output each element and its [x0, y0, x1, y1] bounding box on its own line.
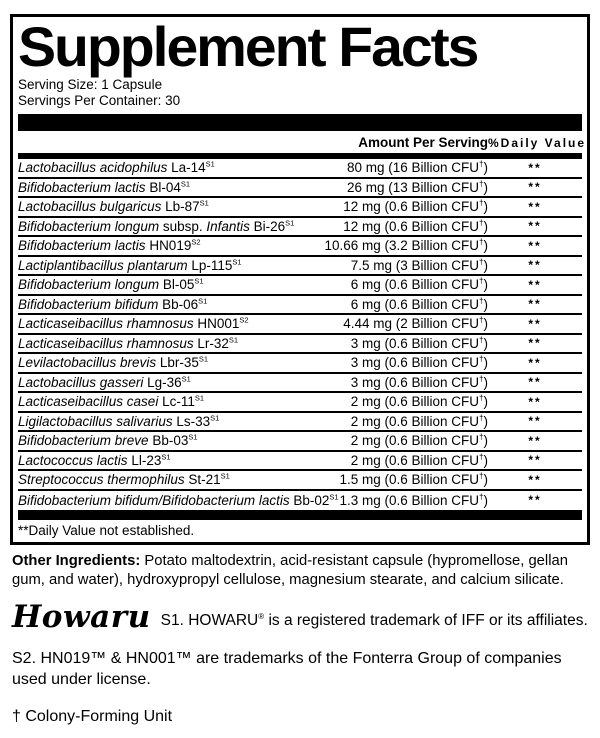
s1-trademark-row [12, 598, 588, 635]
ingredient-name: Streptococcus thermophilus $St-21^{S1}$ [18, 472, 230, 488]
ingredient-daily-value: ** [528, 336, 542, 351]
ingredient-rows [18, 159, 582, 510]
ingredient-name: Bifidobacterium bifidum $Bb-06^{S1}$ [18, 296, 208, 312]
ingredient-amount: 2 mg (0.6 Billion CFU†) [350, 452, 488, 468]
ingredient-amount: 6 mg (0.6 Billion CFU†) [350, 296, 488, 312]
table-row [18, 335, 582, 355]
ingredient-daily-value: ** [528, 394, 542, 409]
ingredient-amount: 3 mg (0.6 Billion CFU†) [350, 354, 488, 371]
table-row [18, 354, 582, 374]
ingredient-name: Bifidobacterium longum subsp. Infantis $Bi-26^{S1}$ [18, 218, 295, 234]
table-row [18, 315, 582, 335]
daily-value-footnote: **Daily Value not established. [18, 523, 195, 539]
ingredient-amount: 4.44 mg (2 Billion CFU†) [343, 315, 488, 332]
ingredient-daily-value: ** [528, 433, 542, 448]
ingredient-amount: 1.5 mg (0.6 Billion CFU†) [339, 471, 488, 488]
ingredient-daily-value: ** [528, 472, 542, 487]
ingredient-name: Bifidobacterium lactis $Bl-04^{S1}$ [18, 179, 191, 195]
ingredient-name: Bifidobacterium lactis $HN019^{S2}$ [18, 238, 201, 254]
ingredient-daily-value: ** [528, 238, 542, 253]
ingredient-name: Bifidobacterium bifidum/Bifidobacterium lactis $Bb-02^{S1}$ [18, 492, 339, 508]
ingredient-name: Ligilactobacillus salivarius $Ls-33^{S1}$ [18, 413, 220, 429]
ingredient-daily-value: ** [528, 199, 542, 214]
ingredient-daily-value: ** [528, 316, 542, 331]
servings-per-container: Servings Per Container: 30 [18, 93, 181, 109]
ingredient-name: Levilactobacillus brevis Lbr-$35^{S1}$ [18, 355, 209, 371]
cfu-dagger-note: † Colony-Forming Unit [12, 707, 173, 725]
header-daily-value: %Daily Value [488, 136, 587, 151]
table-row [18, 159, 582, 179]
ingredient-name: Lacticaseibacillus rhamnosus $Lr-32^{S1}$ [18, 335, 239, 351]
table-row [18, 471, 582, 491]
table-row [18, 276, 582, 296]
divider-bar-footer [18, 510, 582, 520]
header-amount-per-serving: Amount Per Serving [358, 135, 488, 151]
ingredient-name: Lacticaseibacillus rhamnosus $HN001^{S2}$ [18, 316, 249, 332]
ingredient-name: Lacticaseibacillus casei $Lc-11^{S1}$ [18, 394, 205, 410]
ingredient-amount: 26 mg (13 Billion CFU†) [347, 179, 488, 195]
supplement-facts-title: Supplement Facts [18, 15, 478, 78]
table-row [18, 452, 582, 472]
table-header-row [18, 131, 587, 153]
other-ingredients-text: Potato maltodextrin, acid-resistant capsule (hypromellose, gellan gum, and water), hydroxypropyl cellulose, magnesium stearate, and calcium silicate. [12, 553, 568, 589]
table-row [18, 296, 582, 316]
ingredient-name: Lactobacillus acidophilus $La-14^{S1}$ [18, 160, 215, 176]
ingredient-daily-value: ** [528, 258, 542, 273]
ingredient-daily-value: ** [528, 277, 542, 292]
s2-trademark-note: S2. HN019™ & HN001™ are trademarks of the Fonterra Group of companies used under license. [12, 649, 562, 688]
ingredient-amount: 3 mg (0.6 Billion CFU†) [350, 335, 488, 351]
s1-trademark-note: S1. HOWARU® is a registered trademark of IFF or its affiliates. [160, 611, 588, 629]
ingredient-daily-value: ** [528, 375, 542, 390]
ingredient-daily-value: ** [528, 453, 542, 468]
other-ingredients-label: Other Ingredients: [12, 553, 141, 570]
ingredient-daily-value: ** [528, 297, 542, 312]
ingredient-daily-value: ** [528, 219, 542, 234]
ingredient-daily-value: ** [528, 355, 542, 370]
ingredient-daily-value: ** [528, 493, 542, 508]
table-row [18, 237, 582, 257]
serving-size: Serving Size: 1 Capsule [18, 77, 163, 93]
ingredient-amount: 7.5 mg (3 Billion CFU†) [350, 257, 488, 273]
table-row [18, 198, 582, 218]
ingredient-daily-value: ** [528, 180, 542, 195]
ingredient-amount: 2 mg (0.6 Billion CFU†) [350, 432, 488, 449]
ingredient-daily-value: ** [528, 414, 542, 429]
ingredient-name: Bifidobacterium longum $Bl-05^{S1}$ [18, 277, 204, 293]
howaru-logo: Howaru [12, 598, 151, 635]
divider-bar-thick [18, 114, 582, 131]
ingredient-amount: 12 mg (0.6 Billion CFU†) [343, 198, 488, 215]
ingredient-daily-value: ** [528, 160, 542, 175]
supplement-facts-box [10, 14, 590, 545]
ingredient-amount: 3 mg (0.6 Billion CFU†) [350, 374, 488, 390]
ingredient-amount: 80 mg (16 Billion CFU†) [347, 159, 488, 176]
ingredient-amount: 6 mg (0.6 Billion CFU†) [350, 276, 488, 293]
table-row [18, 257, 582, 277]
ingredient-name: Lactiplantibacillus plantarum $Lp-115^{S1}$ [18, 257, 242, 273]
ingredient-name: Lactobacillus gasseri $Lg-36^{S1}$ [18, 374, 191, 390]
ingredient-amount: 1.3 mg (0.6 Billion CFU†) [339, 492, 488, 508]
ingredient-name: Bifidobacterium breve $Bb-03^{S1}$ [18, 433, 198, 449]
ingredient-name: Lactococcus lactis $Ll-23^{S1}$ [18, 452, 171, 468]
table-row [18, 413, 582, 433]
ingredient-amount: 2 mg (0.6 Billion CFU†) [350, 413, 488, 429]
table-row [18, 432, 582, 452]
table-row [18, 218, 582, 238]
table-row [18, 374, 582, 394]
ingredient-amount: 10.66 mg (3.2 Billion CFU†) [324, 237, 488, 254]
table-row [18, 179, 582, 199]
other-ingredients [12, 552, 584, 590]
ingredient-amount: 2 mg (0.6 Billion CFU†) [350, 393, 488, 410]
table-row [18, 393, 582, 413]
ingredient-amount: 12 mg (0.6 Billion CFU†) [343, 218, 488, 234]
ingredient-name: Lactobacillus bulgaricus $Lb-87^{S1}$ [18, 199, 209, 215]
table-row [18, 491, 582, 511]
